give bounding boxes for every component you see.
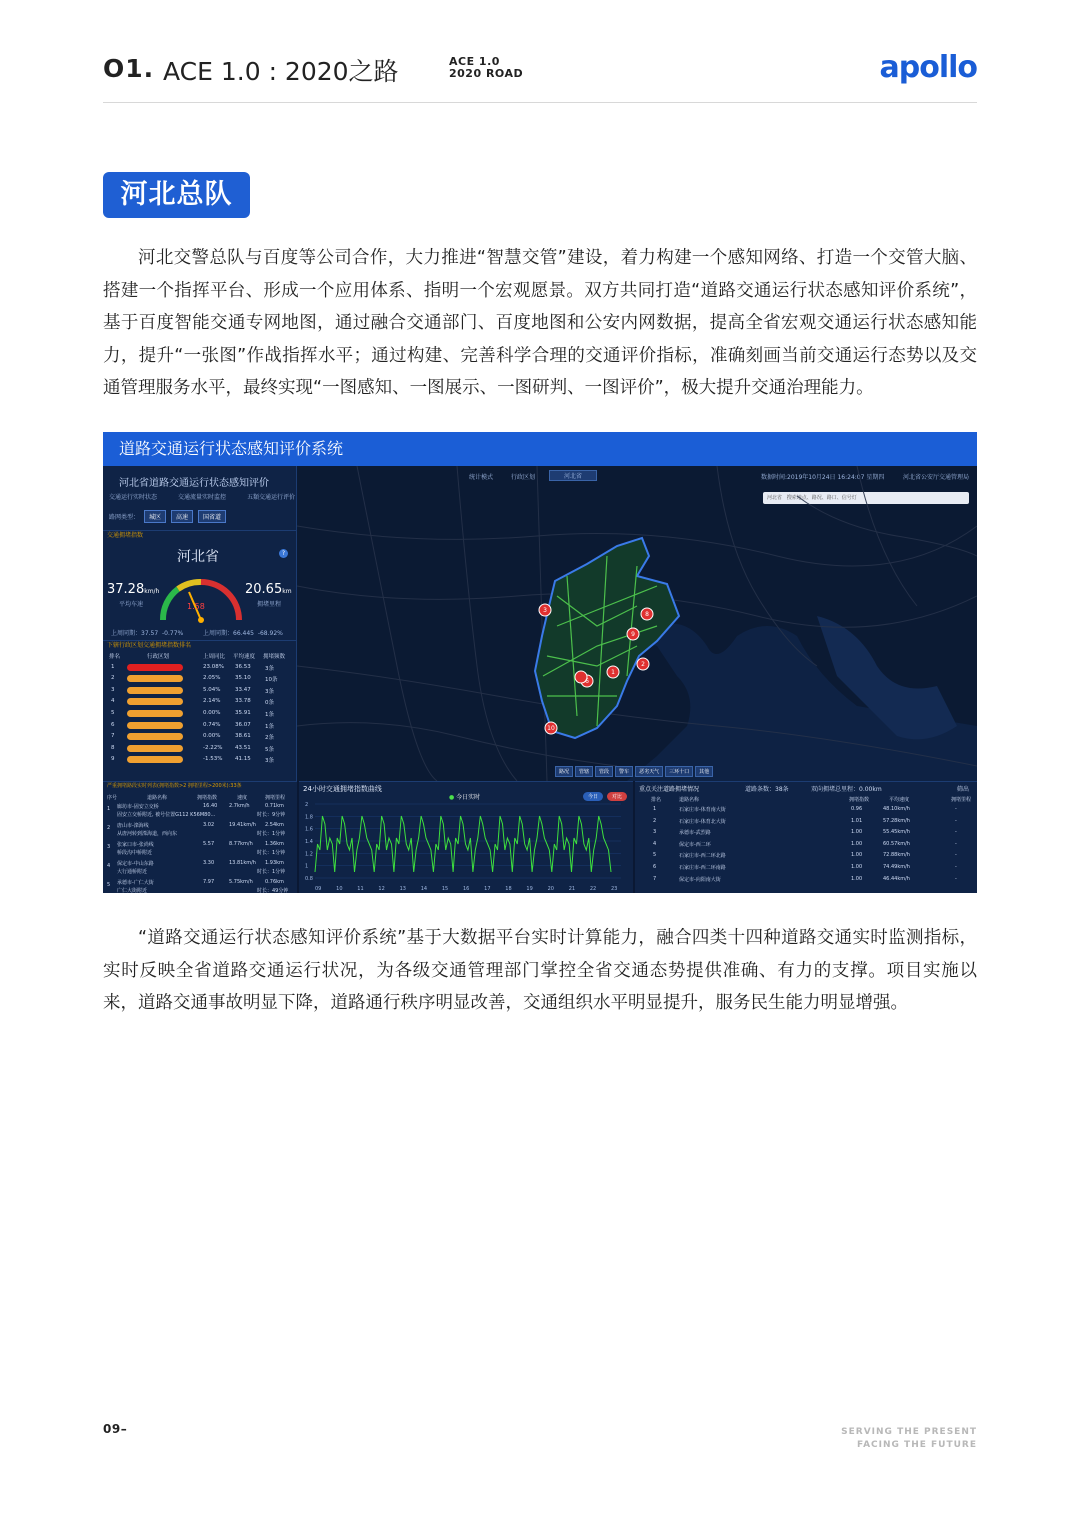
- ranking-bar: [127, 698, 183, 705]
- page-header: [103, 50, 977, 86]
- ranking-row[interactable]: 8 -2.22% 43.51 5条: [111, 744, 274, 753]
- event-row[interactable]: 2 唐山市-滦海线 3.02 19.41km/h 2.54km 从唐河转到滦海道，西向东 时长：1分钟: [107, 822, 286, 837]
- layer-section[interactable]: 管段: [595, 766, 613, 777]
- ranking-row[interactable]: 9 -1.53% 41.15 3条: [111, 756, 274, 765]
- layer-ring[interactable]: 三环十口: [665, 766, 693, 777]
- ranking-bar: [127, 745, 183, 752]
- map-canvas: [297, 466, 977, 781]
- y-tick-label: 1.8: [305, 814, 313, 821]
- road-type-urban-button[interactable]: 城区: [144, 510, 166, 523]
- layer-police-car[interactable]: 警车: [615, 766, 633, 777]
- y-tick-label: 2: [305, 802, 309, 808]
- tab-flow-monitor[interactable]: 交通流量实时监控: [177, 494, 226, 501]
- dashboard-tabs: [109, 492, 295, 501]
- focus-row[interactable]: 1 石家庄市-体育南大街 0.96 48.10km/h -: [653, 806, 957, 813]
- x-tick-label: 21: [568, 886, 576, 892]
- ranking-bar: [127, 756, 183, 763]
- figure-caption: 道路交通运行状态感知评价系统: [103, 432, 977, 466]
- layer-other[interactable]: 其他: [695, 766, 713, 777]
- x-tick-label: 17: [484, 886, 491, 892]
- page-number: 09–: [103, 1422, 128, 1436]
- x-tick-label: 12: [378, 886, 385, 892]
- x-tick-label: 15: [441, 886, 449, 892]
- congestion-curve: [299, 782, 633, 893]
- footer-slogan: [841, 1426, 977, 1452]
- footer-slogan-line2: FACING THE FUTURE: [856, 1440, 977, 1450]
- ranking-row[interactable]: 5 0.00% 35.91 1条: [111, 709, 274, 718]
- avg-speed-value: 37.28km/h: [107, 582, 160, 597]
- svg-text:2: 2: [641, 661, 645, 668]
- today-button[interactable]: 今日: [583, 792, 603, 801]
- layer-jurisdiction[interactable]: 管辖: [575, 766, 593, 777]
- chapter-title: ACE 1.0 : 2020之路: [163, 57, 399, 86]
- focus-row[interactable]: 6 石家庄市-西二环南路 1.00 74.49km/h -: [653, 863, 957, 871]
- focus-total: 双向拥堵总里程：0.00km: [811, 786, 882, 793]
- focus-title: 重点关注道路拥堵情况: [639, 786, 700, 793]
- ranking-bar: [127, 664, 183, 671]
- x-tick-label: 22: [589, 886, 597, 892]
- jam-change: 上周同期：66.445 -68.92%: [203, 630, 283, 637]
- curve-title: 24小时交通拥堵指数曲线: [303, 785, 382, 793]
- traffic-map[interactable]: [297, 466, 977, 781]
- y-tick-label: 1.2: [305, 851, 313, 858]
- y-tick-label: 1.6: [305, 826, 313, 833]
- x-tick-label: 13: [399, 886, 406, 892]
- y-tick-label: 1: [305, 863, 309, 870]
- gauge-province: 河北省: [177, 549, 219, 565]
- map-search-city[interactable]: 河北省: [767, 495, 783, 501]
- ranking-bar: [127, 675, 183, 682]
- events-header: 序号 道路名称 拥堵指数 速度 拥堵里程: [107, 795, 286, 801]
- svg-text:8: 8: [645, 611, 649, 618]
- section-ranking: 下辖行政区划交通拥堵指数排名: [103, 640, 297, 649]
- x-tick-label: 14: [420, 886, 428, 892]
- dashboard-title: 河北省道路交通运行状态感知评价: [119, 478, 269, 489]
- x-tick-label: 23: [611, 886, 618, 892]
- jam-length-value: 20.65km: [245, 582, 292, 597]
- focus-row[interactable]: 2 石家庄市-体育北大街 1.01 57.28km/h -: [653, 817, 957, 825]
- dashboard-screenshot: [103, 466, 977, 893]
- chapter-subtitle-line2: 2020 ROAD: [449, 67, 524, 80]
- x-tick-label: 16: [463, 886, 470, 892]
- ranking-bar: [127, 722, 183, 729]
- layer-traffic[interactable]: 路况: [555, 766, 573, 777]
- curve-panel: [299, 781, 633, 893]
- dashboard-figure: [103, 432, 977, 893]
- ranking-header: 排名 行政区划 上周同比 平均速度 拥堵频数: [109, 654, 286, 660]
- x-tick-label: 11: [357, 886, 364, 892]
- road-type-national-button[interactable]: 国省道: [198, 510, 226, 523]
- svg-text:10: 10: [547, 725, 555, 732]
- compare-button[interactable]: 对比: [607, 792, 627, 801]
- map-layer-bar: [555, 766, 713, 777]
- svg-text:1: 1: [611, 669, 615, 676]
- event-row[interactable]: 1 廊坊市-固安立交桥 16.40 2.7km/h 0.71km 固安立交桥附近, 被号位置G112 K56M80... 时长：9分钟: [107, 803, 286, 818]
- events-title: 严重拥堵路段实时列表(拥堵指数>2 拥堵里程>200米):33条: [107, 783, 242, 789]
- layer-bad-weather[interactable]: 恶劣天气: [635, 766, 663, 777]
- section-congestion-index: 交通拥堵指数: [103, 530, 297, 539]
- ranking-row[interactable]: 6 0.74% 36.07 1条: [111, 721, 274, 730]
- map-region-select[interactable]: 河北省: [549, 470, 597, 481]
- event-row[interactable]: 3 张家口市-张尚线 5.57 8.77km/h 1.36km 桥段沟中桥附近 时长：1分钟: [107, 841, 286, 856]
- ranking-row[interactable]: 3 5.04% 33.47 3条: [111, 686, 274, 695]
- focus-table: [639, 794, 972, 885]
- map-region-label: 行政区划: [511, 474, 536, 481]
- speed-change: 上周同期：37.57 -0.77%: [111, 630, 184, 637]
- ranking-row[interactable]: 7 0.00% 38.61 2条: [111, 733, 274, 742]
- paragraph-intro: 河北交警总队与百度等公司合作，大力推进“智慧交管”建设，着力构建一个感知网络、打造一个交管大脑、搭建一个指挥平台、形成一个应用体系、指明一个宏观愿景。双方共同打造“道路交通运行状态感知评价系统”，基于百度智能交通专网地图，通过融合交通部门、百度地图和公安内网数据，提高全省宏观交通运行状态感知能力，提升“一张图”作战指挥水平；通过构建、完善科学合理的交通评价指标，准确刻画当前交通运行态势以及交通管理服务水平，最终实现“一图感知、一图展示、一图研判、一图评价”，极大提升交通治理能力。: [103, 248, 977, 398]
- jam-length-label: 拥堵里程: [257, 601, 282, 608]
- x-tick-label: 18: [505, 886, 512, 892]
- focus-more-button[interactable]: 筛出: [957, 786, 970, 793]
- series-line: [315, 816, 611, 872]
- map-org: 河北省公安厅交通管理局: [903, 474, 970, 481]
- avg-speed-label: 平均车速: [119, 601, 144, 608]
- paragraph-summary: “道路交通运行状态感知评价系统”基于大数据平台实时计算能力，融合四类十四种道路交通实时监测指标，实时反映全省道路交通运行状况，为各级交通管理部门掌控全省交通态势提供准确、有力的支撑。项目实施以来，道路交通事故明显下降，道路通行秩序明显改善，交通组织水平明显提升，服务民生能力明显增强。: [103, 928, 977, 1013]
- event-row[interactable]: 5 承德市-广仁大街 7.97 5.75km/h 0.76km 广仁大街附近 时长：49分钟: [107, 879, 289, 893]
- ranking-bar: [127, 710, 183, 717]
- index-value: 1.58: [187, 602, 205, 611]
- apollo-logo: apollo: [879, 50, 977, 85]
- chapter-number: O1.: [103, 54, 155, 83]
- events-table: [107, 792, 293, 893]
- footer-slogan-line1: SERVING THE PRESENT: [841, 1427, 977, 1437]
- focus-count: 道路条数：38条: [745, 786, 789, 793]
- ranking-row[interactable]: 2 2.05% 35.10 10条: [111, 675, 278, 684]
- ranking-bar: [127, 687, 183, 694]
- svg-text:9: 9: [631, 631, 635, 638]
- section-tag: 河北总队: [103, 172, 250, 218]
- ranking-bar: [127, 733, 183, 740]
- road-type-label: 路网类型：: [109, 514, 140, 521]
- x-tick-label: 10: [336, 886, 343, 892]
- svg-text:3: 3: [543, 607, 547, 614]
- congestion-gauge: [153, 564, 249, 626]
- focus-row[interactable]: 4 保定市-西二环 1.00 60.57km/h -: [653, 840, 957, 848]
- chapter-subtitle: [449, 56, 523, 80]
- map-data-time: 数据时间:2019年10月24日 16:24:07 星期四: [761, 474, 885, 481]
- x-tick-label: 20: [547, 886, 554, 892]
- x-tick-label: 19: [526, 886, 533, 892]
- y-tick-label: 0.8: [305, 876, 313, 882]
- map-search-placeholder: 搜索地点、路况、路口、信号灯: [786, 495, 857, 501]
- focus-row[interactable]: 3 承德市-武烈路 1.00 55.45km/h -: [653, 829, 957, 837]
- tab-evaluation[interactable]: 五類交通运行评价: [246, 494, 295, 501]
- road-type-highway-button[interactable]: 高速: [171, 510, 193, 523]
- chapter-subtitle-line1: ACE 1.0: [449, 55, 500, 68]
- curve-legend: ● 今日实时: [449, 794, 481, 801]
- ranking-row[interactable]: 4 2.14% 33.78 0条: [111, 698, 274, 707]
- svg-text:6: 6: [585, 678, 589, 685]
- event-row[interactable]: 4 保定市-中山东路 3.30 13.81km/h 1.93km 大行通桥附近 时长：1分钟: [107, 860, 286, 875]
- y-tick-label: 1.4: [305, 839, 313, 845]
- focus-row[interactable]: 5 石家庄市-西二环北路 1.00 72.88km/h -: [653, 852, 957, 860]
- focus-roads-panel: [635, 781, 977, 893]
- events-panel: [103, 781, 297, 893]
- map-mode-label: 统计模式: [469, 474, 494, 481]
- focus-row[interactable]: 7 保定市-向阳南大街 1.00 46.44km/h -: [653, 875, 957, 883]
- header-divider: [103, 102, 977, 103]
- ranking-table: [107, 650, 293, 766]
- help-icon[interactable]: ?: [279, 549, 288, 558]
- ranking-row[interactable]: 1 23.08% 36.53 3条: [111, 663, 274, 672]
- road-type-filter: [109, 510, 226, 523]
- focus-header: 排名 道路名称 拥堵指数 平均速度 拥堵里程: [651, 797, 972, 803]
- tab-realtime-status[interactable]: 交通运行实时状态: [109, 494, 158, 501]
- x-tick-label: 09: [315, 886, 322, 892]
